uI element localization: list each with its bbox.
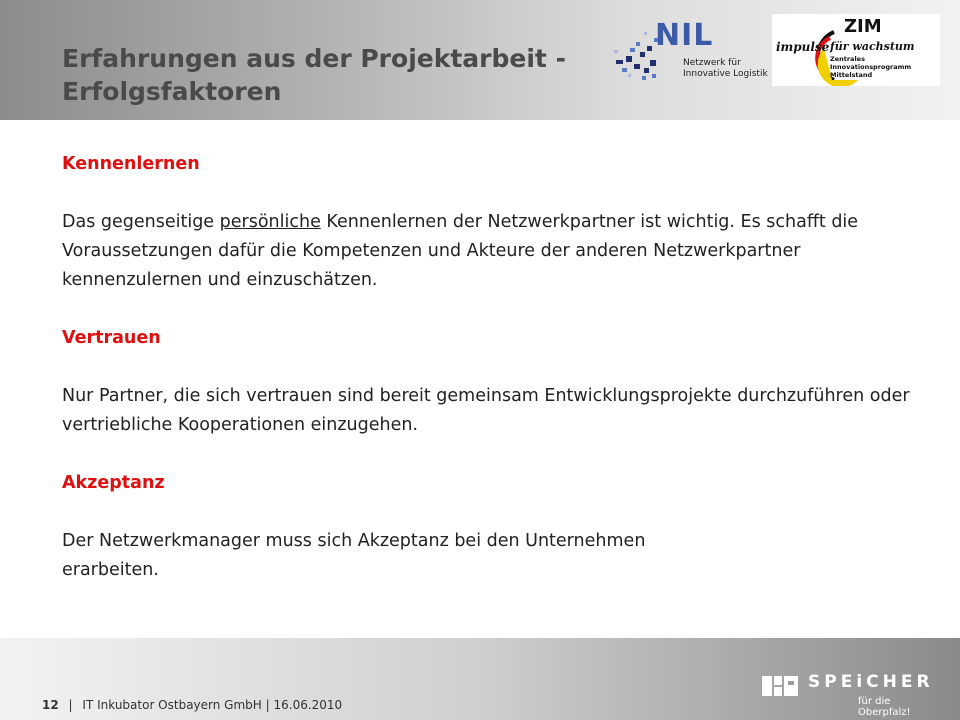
zim-program-name (830, 55, 940, 79)
slide-header (0, 0, 960, 120)
section-text-vertrauen: Nur Partner, die sich vertrauen sind bereit gemeinsam Entwicklungsprojekte durchzuführen oder vertriebliche Kooperationen einzugehen. (62, 386, 910, 435)
nil-logo-name: NIL (655, 18, 714, 53)
slide-title (62, 42, 622, 108)
section-heading-akzeptanz: Akzeptanz (62, 473, 165, 493)
akzeptanz-line-2: erarbeiten. (62, 560, 159, 580)
section-heading-kennenlernen: Kennenlernen (62, 154, 200, 174)
footer-org-date: IT Inkubator Ostbayern GmbH | 16.06.2010 (82, 698, 343, 712)
page-number: 12 (42, 698, 59, 712)
speicher-logo-tagline: für die Oberpfalz! (858, 696, 911, 718)
slide-title-line-1: Erfahrungen aus der Projektarbeit - (62, 44, 566, 73)
zim-logo-name: ZIM (844, 16, 882, 37)
zim-program-line-2: Mittelstand (830, 71, 873, 79)
nil-logo-subtitle-line-1: Netzwerk für (683, 58, 741, 68)
section-heading-vertrauen: Vertrauen (62, 328, 161, 348)
slide-content (62, 150, 922, 585)
zim-program-line-1: Zentrales Innovationsprogramm (830, 55, 912, 71)
text-fragment: Das gegenseitige (62, 212, 220, 232)
footer-separator: | (68, 698, 73, 712)
slide-footer (0, 638, 960, 720)
speicher-logo (762, 672, 942, 718)
section-text-akzeptanz (62, 527, 922, 585)
section-text-kennenlernen (62, 208, 922, 295)
footer-info (42, 698, 342, 712)
akzeptanz-line-1: Der Netzwerkmanager muss sich Akzeptanz bei den Unternehmen (62, 531, 646, 551)
speicher-mark-icon (762, 674, 802, 698)
zim-logo (772, 14, 940, 86)
text-fragment: Kennenlernen der Netzwerkpartner ist wichtig. Es schafft die Voraussetzungen dafür die Kompetenzen und Akteure der anderen Netzwerkpartner kennenzulernen und einzuschätzen. (62, 212, 859, 290)
nil-logo-subtitle (683, 58, 768, 80)
zim-slogan-right: für wachstum (830, 40, 915, 53)
slide-title-line-2: Erfolgsfaktoren (62, 77, 282, 106)
speicher-logo-name: SPEiCHER (808, 672, 934, 692)
nil-logo-subtitle-line-2: Innovative Logistik (683, 69, 768, 79)
underlined-word: persönliche (219, 212, 321, 232)
zim-slogan-left: impulse (776, 40, 830, 54)
